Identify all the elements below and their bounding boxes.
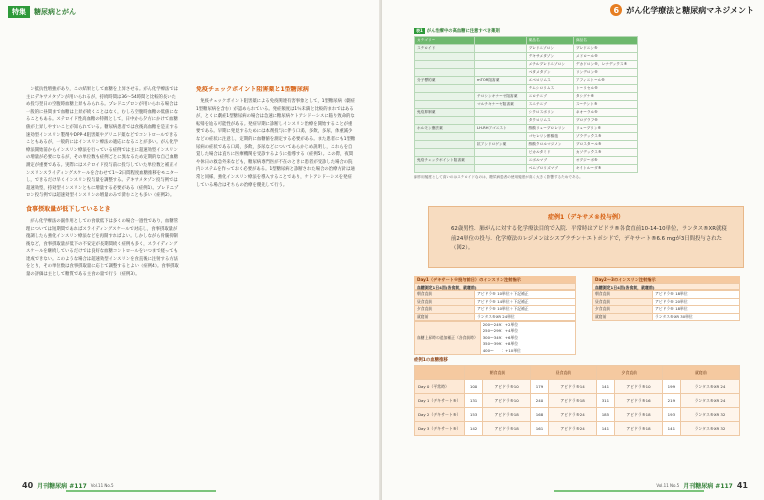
glucose-value: 193	[662, 408, 680, 422]
table-cell	[415, 69, 475, 77]
table-cell	[415, 93, 475, 101]
glucose-header: 就寝前	[662, 366, 739, 380]
left-column-1	[26, 86, 180, 456]
table-cell	[475, 149, 527, 157]
table-row	[415, 149, 638, 157]
schedule-row	[593, 313, 740, 321]
table-cell: ベタメタゾン	[526, 69, 573, 77]
insulin-dose: アピドラ®10	[615, 380, 663, 394]
schedule-row	[593, 298, 740, 306]
table-cell: ステロイド	[415, 45, 475, 53]
table-cell	[415, 101, 475, 109]
schedule-time: 夕食直前	[415, 306, 475, 314]
table-cell: デカドロン®，レナデックス®	[573, 61, 637, 69]
table-cell	[415, 141, 475, 149]
glucose-row	[415, 408, 740, 422]
table-header: カテゴリー	[415, 37, 475, 45]
table-row	[415, 165, 638, 173]
schedule-row	[415, 298, 576, 306]
table-cell: LH-RHアゴニスト	[475, 125, 527, 133]
section-title: 糖尿病とがん	[34, 8, 76, 16]
insulin-dose: アピドラ®24	[549, 408, 597, 422]
schedule-caption: Day1（デキサート®投与前日）のインスリン注射指示	[414, 276, 576, 283]
table-cell: 抗アンドロゲン薬	[475, 141, 527, 149]
volume: Vol.11 No.5	[90, 483, 114, 488]
glucose-row	[415, 422, 740, 436]
page-number: 40	[22, 481, 34, 490]
paragraph: 免疫チェックポイント阻害薬による免疫関連有害事象として，1型糖尿病（劇症1型糖尿病を含む）が認められている。発症頻度は1％未満と比較的まれではあるが，とくに劇症1型糖尿病の場合は急速に糖尿病ケトアシドーシスに陥り致命的な転帰を辿る可能性がある。発症早期に診断しインスリン治療を開始することが重要である。早期に発見するためには本剤投与に伴う口渇，多飲，多尿，体重減少などの症状に注意し，定期的に血糖値を測定する必要がある。また患者にも1型糖尿病の症状である口渇，多飲，多尿などについてあらかじめ説明し，これらを自覚した場合は直ちに医療機関を受診するように指導する（症例5）。この際，夜間や休日の救急外来なども，糖尿病専門医が不在のときに患者が受診した場合の院内システムを作っておく必要がある。1型糖尿病と診断された場合の治療方針は通常と同様，強化インスリン療法を導入することであり，ケトアシドーシスを発症している場合はそちらの治療を優先して行う。	[196, 99, 356, 188]
table-cell: キイトルーダ®	[573, 165, 637, 173]
left-column-2	[196, 86, 356, 306]
schedule-dose: ランタス®XR 24単位	[475, 313, 576, 321]
schedule-subheader: 血糖測定1日4回(各食前，就寝前)	[414, 283, 576, 290]
table-cell: ゴセレリン酢酸塩	[526, 133, 573, 141]
drug-table	[414, 28, 638, 180]
table-row	[415, 157, 638, 165]
left-header	[8, 6, 76, 18]
table-header: 商品名	[573, 37, 637, 45]
volume: Vol.11 No.5	[656, 483, 680, 488]
table-cell: ホルモン療法薬	[415, 125, 475, 133]
schedule-time: 就寝前	[593, 313, 653, 321]
left-footer	[22, 481, 114, 490]
magazine-name: 月刊糖尿病 #117	[37, 483, 87, 490]
table-cell	[475, 109, 527, 117]
table-cell: プログラフ®	[573, 117, 637, 125]
table-cell: 酢酸クロルマジノン	[526, 141, 573, 149]
right-header	[610, 4, 754, 16]
table-caption	[414, 28, 638, 34]
schedule-subheader: 血糖測定1日4回(各食前，就寝前)	[592, 283, 740, 290]
table-header: 薬品名	[526, 37, 573, 45]
insulin-dose: ランタス®XR 32	[680, 408, 739, 422]
glucose-value: 185	[596, 408, 614, 422]
schedule-time: 就寝前	[415, 313, 475, 321]
glucose-value: 240	[530, 394, 548, 408]
glucose-value: 153	[465, 408, 483, 422]
insulin-dose: アピドラ®18	[483, 422, 531, 436]
table-cell	[475, 133, 527, 141]
table-cell	[415, 53, 475, 61]
table-cell: ネオーラル®	[573, 109, 637, 117]
insulin-dose: アピドラ®18	[483, 408, 531, 422]
glucose-value: 141	[662, 422, 680, 436]
insulin-dose: アピドラ®24	[549, 422, 597, 436]
insulin-dose: アピドラ®10	[483, 380, 531, 394]
case-title: 症例1（デキサメ®投与例）	[548, 214, 624, 221]
schedule-row	[415, 306, 576, 314]
table-cell	[475, 69, 527, 77]
schedule-row	[415, 313, 576, 321]
table-cell	[475, 85, 527, 93]
page-number: 41	[736, 481, 748, 490]
insulin-dose: ランタス®XR 32	[680, 422, 739, 436]
table-header	[475, 37, 527, 45]
section-heading-ici: 免疫チェックポイント阻害薬と1型糖尿病	[196, 86, 309, 93]
glucose-value: 199	[662, 380, 680, 394]
day-label: Day 1（デキサート®）	[415, 394, 465, 408]
table-cell	[475, 157, 527, 165]
table-row	[415, 117, 638, 125]
table-row	[415, 101, 638, 109]
day-label: Day 2（デキサート®）	[415, 408, 465, 422]
day1-schedule	[414, 276, 576, 355]
table-row	[415, 85, 638, 93]
glucose-header: 夕食直前	[596, 366, 662, 380]
table-cell	[475, 117, 527, 125]
chapter-title: がん化学療法と糖尿病マネジメント	[626, 5, 754, 15]
table-cell	[415, 85, 475, 93]
schedule-time: 朝食直前	[415, 291, 475, 299]
footer-rule	[554, 490, 704, 492]
table-cell: タクロリムス	[526, 117, 573, 125]
table-cell: プレドニゾロン	[526, 45, 573, 53]
table-cell: トーリセル®	[573, 85, 637, 93]
insulin-dose: アピドラ®18	[549, 394, 597, 408]
schedule-dose: ランタス®XR 30単位	[653, 313, 740, 321]
scale-step: 250～299：+4単位	[482, 328, 519, 334]
scale-step: 300～349：+6単位	[482, 334, 519, 340]
schedule-dose: アピドラ® 18単位	[653, 306, 740, 314]
table-row	[415, 77, 638, 85]
table-cell: オプジーボ®	[573, 157, 637, 165]
drug-table-grid	[414, 36, 638, 173]
table-note: 副作用頻度として高いのはステロイドなのは，糖尿病患者の使用頻度が高く大きく影響するためである。	[414, 175, 583, 179]
sliding-scale	[480, 322, 575, 355]
table-cell	[475, 53, 527, 61]
feature-tag: 特集	[8, 6, 30, 18]
chapter-number: 6	[610, 4, 622, 16]
insulin-dose: ランタス®XR 24	[680, 394, 739, 408]
glucose-value: 219	[662, 394, 680, 408]
glucose-value: 168	[530, 408, 548, 422]
table-cell: マルチキナーゼ阻害薬	[475, 101, 527, 109]
footer-rule	[66, 490, 216, 492]
table-cell: メドロール®	[573, 53, 637, 61]
table-cell: mTOR阻害薬	[475, 77, 527, 85]
table-label: 表1	[416, 28, 423, 33]
table-cell	[415, 117, 475, 125]
table-cell: スニチニブ	[526, 101, 573, 109]
glucose-value: 100	[465, 380, 483, 394]
glucose-row	[415, 380, 740, 394]
table-cell: 酢酸リュープロレリン	[526, 125, 573, 133]
glucose-value: 141	[596, 422, 614, 436]
paragraph: ン抵抗性増強があり，この結果として血糖を上昇させる。がん化学療法では主にデキサメタゾンが用いられるが，持続時間は36～54時間と比較的長いため投与翌日の空腹時血糖上昇もみられる。プレドニゾロンが用いられる場合は一般的に昼間まで血糖は上昇が続くことはなく，むしろ空腹時血糖の低値になることもある。ステロイド性高血糖の特徴として，日中から夕方にかけて血糖値が上昇しやすいことが知られている。糖尿病患者では食後高血糖を是正する速効型インスリン製剤やDPP-4阻害薬やグリニド薬などでコントロールできることもあるが，一般的にはインスリン療法の適応になることが多い。がん化学療法開始前からインスリン療法を行っている症例では主に超速効型インスリンの増量が必要になるが，その単位数も症例ごとに異なるため定期的な自己血糖測定が重要である。実際にはステロイド投与前に投与していた単位数と補正インスリンスライディングスケールを合わせて1～2日間程度血糖推移をモニターし，できるだけ早くインスリン投与量を調整する。デキサメタゾン投与例では超速効型，持効型インスリンともに増量する必要がある（症例1）。プレドニゾロン投与例では超速効型インスリンの増量のみで済むことも多い（症例2）。	[26, 87, 179, 199]
glucose-value: 179	[530, 380, 548, 394]
table-row	[415, 45, 638, 53]
table-cell	[415, 133, 475, 141]
schedule-time: 昼食直前	[415, 298, 475, 306]
schedule-dose: アピドラ® 18単位	[653, 291, 740, 299]
schedule-dose: アピドラ® 10単位＋下記補正	[475, 291, 576, 299]
table-cell: アフィニトール®	[573, 77, 637, 85]
table-cell: デキサメタゾン	[526, 53, 573, 61]
day-label: Day 0（平常時）	[415, 380, 465, 394]
glucose-value: 131	[465, 394, 483, 408]
schedule-row	[593, 306, 740, 314]
table-row	[415, 109, 638, 117]
table-cell: 免疫抑制薬	[415, 109, 475, 117]
insulin-dose: アピドラ®14	[549, 380, 597, 394]
case-body: 62歳男性．肺がんに対する化学療法目的で入院．平常時はアピドラ®各食直前10-14-10単位，ランタス®XR就寝前24単位の投与．化学療法のレジメンはシスプラチン＋エトポシドで，デキサート®6.6 mgが3日間投与された（図2）。	[451, 226, 727, 251]
day2-schedule	[592, 276, 740, 321]
table-row	[415, 53, 638, 61]
schedule-time: 夕食直前	[593, 306, 653, 314]
day-label: Day 3（デキサート®）	[415, 422, 465, 436]
magazine-name: 月刊糖尿病 #117	[683, 483, 733, 490]
right-footer	[656, 481, 748, 490]
table-cell: スーテント®	[573, 101, 637, 109]
glucose-header: 昼食直前	[530, 366, 596, 380]
table-cell: シクロスポリン	[526, 109, 573, 117]
paragraph: がん化学療法の副作用としての食欲低下は多くの場合一過性であり，血糖管理については短期間であればスライディングスケールで対応し，食事摂取量が復調したら強化インスリン療法などを再開すればよい。しかしながら骨髄抑制後など，食事摂取量が低下の不安定が長期間続く症例も多く，スライディングスケールを継続しているだけでは良好な血糖コントロールをいつまで経っても達成できない。このような場合は超速効型インスリンを食直後に注射する方法をとり，その単位数は食事摂取量に応じて調整するとよい（症例4）。食事摂取量の評価は主として糖質である主食の量で行う（症例3）。	[26, 218, 179, 278]
table-cell: 分子標的薬	[415, 77, 475, 85]
scale-label: 血糖上昇時の追加補正（各食前時）	[415, 322, 481, 355]
table-row	[415, 141, 638, 149]
schedule-dose: アピドラ® 10単位＋下記補正	[475, 306, 576, 314]
insulin-dose: アピドラ®18	[615, 408, 663, 422]
schedule-row	[593, 291, 740, 299]
glucose-value: 311	[596, 394, 614, 408]
table-cell: プロスタール®	[573, 141, 637, 149]
table-cell	[415, 61, 475, 69]
insulin-dose: アピドラ®10	[483, 394, 531, 408]
glucose-header: 朝食直前	[465, 366, 531, 380]
table-cell: テムシロリムス	[526, 85, 573, 93]
table-cell: ゾラデックス®	[573, 133, 637, 141]
scale-step: 400～ ：+10単位	[482, 347, 521, 353]
schedule-caption: Day2～3のインスリン注射指示	[592, 276, 740, 283]
table-cell	[475, 61, 527, 69]
schedule-time: 朝食直前	[593, 291, 653, 299]
schedule-row	[415, 291, 576, 299]
table-cell: リンデロン®	[573, 69, 637, 77]
table-cell: プレドニン®	[573, 45, 637, 53]
glucose-table	[414, 357, 740, 436]
table-cell: メチルプレドニゾロン	[526, 61, 573, 69]
table-cell: ニボルマブ	[526, 157, 573, 165]
schedule-time: 昼食直前	[593, 298, 653, 306]
table-cell: エベロリムス	[526, 77, 573, 85]
table-row	[415, 125, 638, 133]
glucose-row	[415, 394, 740, 408]
table-cell: タシグナ®	[573, 93, 637, 101]
insulin-dose: ランタス®XR 24	[680, 380, 739, 394]
table-cell: 免疫チェックポイント阻害薬	[415, 157, 475, 165]
table-cell	[415, 165, 475, 173]
insulin-dose: アピドラ®16	[615, 394, 663, 408]
case-box	[428, 206, 744, 268]
insulin-dose: アピドラ®18	[615, 422, 663, 436]
table-cell	[415, 149, 475, 157]
table-cell: カソデックス®	[573, 149, 637, 157]
section-heading-meal: 食事摂取量が低下しているとき	[26, 205, 111, 213]
table-title: がん治療中の高血糖に注意すべき薬剤	[426, 29, 500, 34]
scale-step: 200～249：+2単位	[482, 322, 519, 327]
schedule-dose: アピドラ® 14単位＋下記補正	[475, 298, 576, 306]
table-cell	[475, 45, 527, 53]
scale-step: 350～399：+8単位	[482, 341, 519, 347]
table-row	[415, 133, 638, 141]
glucose-value: 142	[465, 422, 483, 436]
table-row	[415, 93, 638, 101]
table-row	[415, 69, 638, 77]
table-cell: ビカルタミド	[526, 149, 573, 157]
glucose-header	[415, 366, 465, 380]
schedule-dose: アピドラ® 20単位	[653, 298, 740, 306]
glucose-value: 161	[530, 422, 548, 436]
table-cell: ニロチニブ	[526, 93, 573, 101]
glucose-value: 141	[596, 380, 614, 394]
table-cell: ペムブロリズマブ	[526, 165, 573, 173]
table-cell	[475, 165, 527, 173]
table-cell: リュープリン®	[573, 125, 637, 133]
table-row	[415, 61, 638, 69]
glucose-caption: 症例1の血糖推移	[414, 358, 448, 363]
table-cell: チロシンキナーゼ阻害薬	[475, 93, 527, 101]
